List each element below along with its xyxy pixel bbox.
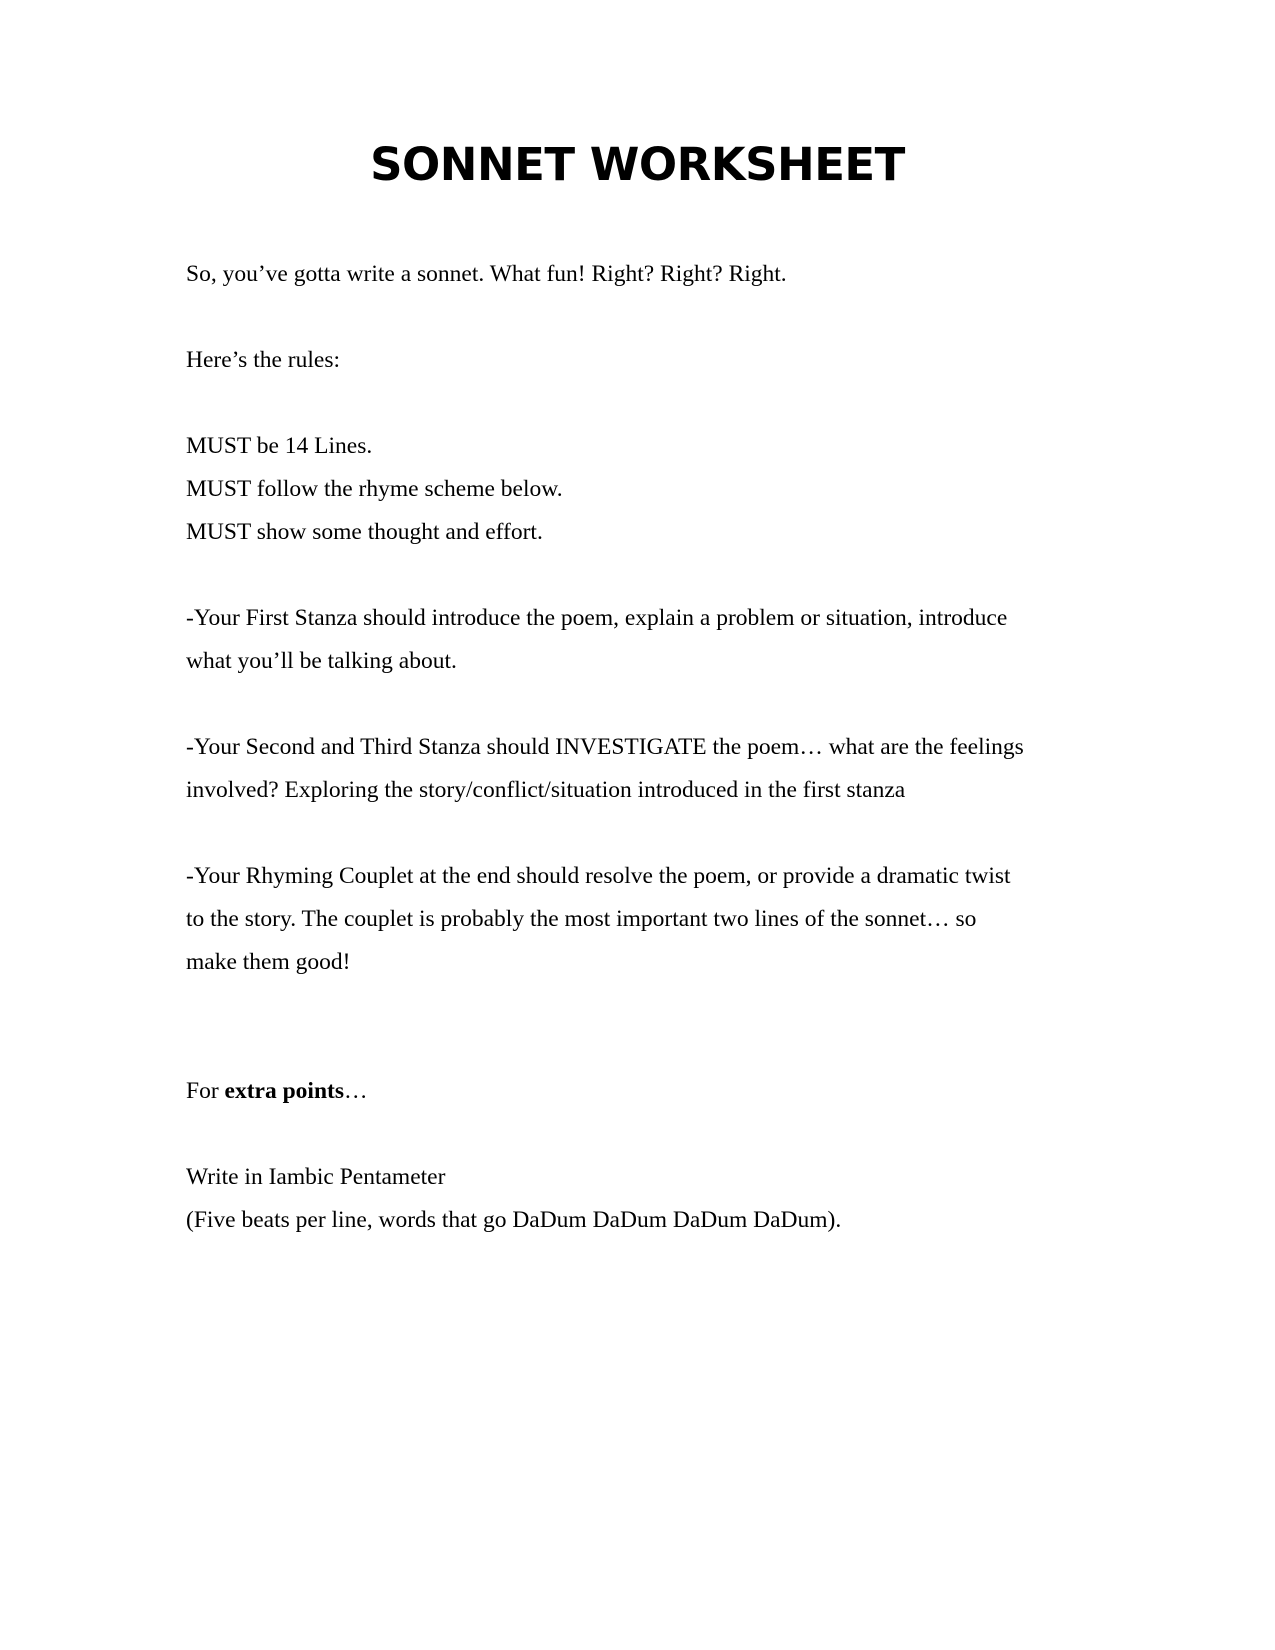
first-stanza-line: what you’ll be talking about. [186,648,457,674]
rule-item: MUST be 14 Lines. [186,433,373,459]
intro-text: So, you’ve gotta write a sonnet. What fun! Right? Right? Right. [186,261,787,287]
couplet-line: -Your Rhyming Couplet at the end should resolve the poem, or provide a dramatic twist [186,863,1011,889]
extra-suffix: … [343,1078,368,1104]
rule-item: MUST follow the rhyme scheme below. [186,476,563,502]
iambic-line: (Five beats per line, words that go DaDum DaDum DaDum DaDum). [186,1207,842,1233]
iambic-line: Write in Iambic Pentameter [186,1164,446,1190]
couplet-line: make them good! [186,949,351,975]
worksheet-body [186,253,1086,1242]
extra-prefix: For [186,1078,225,1104]
page-title: SONNET WORKSHEET [370,138,905,191]
rule-item: MUST show some thought and effort. [186,519,543,545]
couplet-line: to the story. The couplet is probably the most important two lines of the sonnet… so [186,906,977,932]
extra-points-bold: extra points [224,1078,344,1104]
extra-points-line [186,1070,1086,1113]
second-third-stanza-line: involved? Exploring the story/conflict/situation introduced in the first stanza [186,777,906,803]
second-third-stanza-line: -Your Second and Third Stanza should INVESTIGATE the poem… what are the feelings [186,734,1024,760]
first-stanza-line: -Your First Stanza should introduce the poem, explain a problem or situation, introduce [186,605,1008,631]
rules-heading: Here’s the rules: [186,347,341,373]
